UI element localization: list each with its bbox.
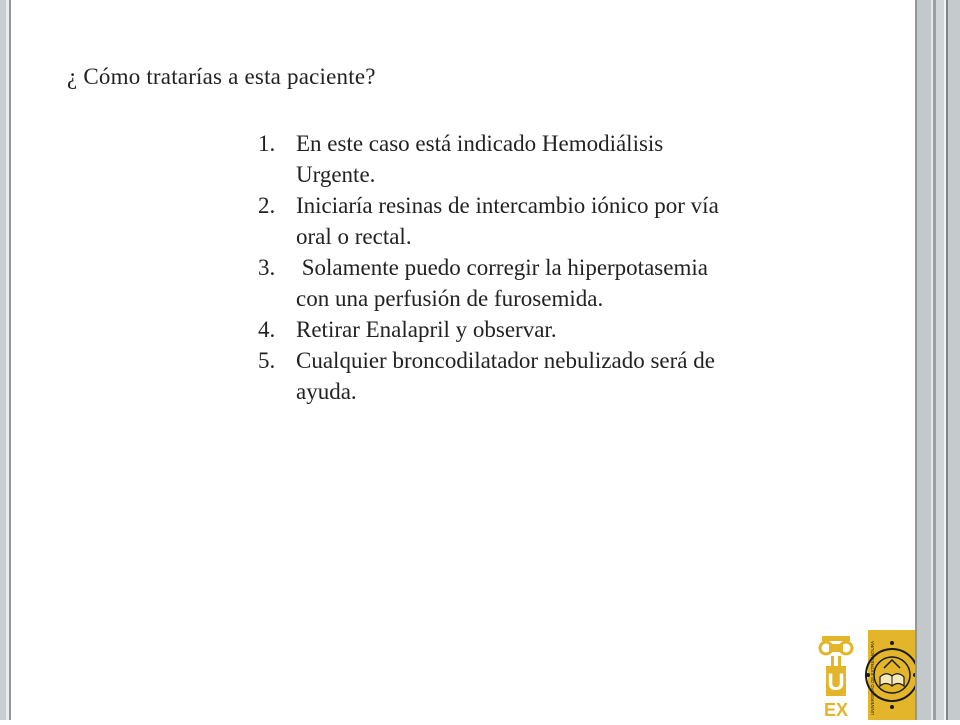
answer-line: con una perfusión de furosemida. bbox=[296, 286, 604, 311]
answer-line: Urgente. bbox=[296, 162, 376, 187]
answer-line: Cualquier broncodilatador nebulizado será de bbox=[296, 348, 715, 373]
svg-text:EX: EX bbox=[823, 700, 849, 720]
left-border-band bbox=[0, 0, 11, 720]
svg-text:UNIVERSIDAD DE EXTREMADURA: UNIVERSIDAD DE EXTREMADURA bbox=[870, 640, 875, 716]
svg-text:U: U bbox=[827, 669, 845, 696]
answer-number: 1. bbox=[258, 131, 276, 156]
answer-line: Retirar Enalapril y observar. bbox=[296, 317, 557, 342]
answer-line: En este caso está indicado Hemodiálisis bbox=[296, 131, 664, 156]
answer-item bbox=[258, 345, 878, 407]
answer-number: 4. bbox=[258, 317, 276, 342]
answer-line: oral o rectal. bbox=[296, 224, 412, 249]
slide-question: ¿ Cómo tratarías a esta paciente? bbox=[67, 64, 376, 89]
answer-item bbox=[258, 190, 878, 252]
university-logos bbox=[818, 630, 915, 720]
answer-line: Solamente puedo corregir la hiperpotasemia bbox=[296, 255, 708, 280]
answer-list bbox=[258, 128, 878, 407]
answer-line: Iniciaría resinas de intercambio iónico por vía bbox=[296, 193, 719, 218]
answer-item bbox=[258, 314, 878, 345]
university-seal-icon bbox=[866, 630, 915, 720]
answer-item bbox=[258, 128, 878, 190]
uex-logo-icon bbox=[818, 630, 915, 720]
answer-number: 2. bbox=[258, 193, 276, 218]
right-border-band bbox=[915, 0, 960, 720]
answer-number: 5. bbox=[258, 348, 276, 373]
uex-mark-icon bbox=[820, 636, 852, 720]
answer-item bbox=[258, 252, 878, 314]
answer-number: 3. bbox=[258, 255, 276, 280]
answer-line: ayuda. bbox=[296, 379, 357, 404]
